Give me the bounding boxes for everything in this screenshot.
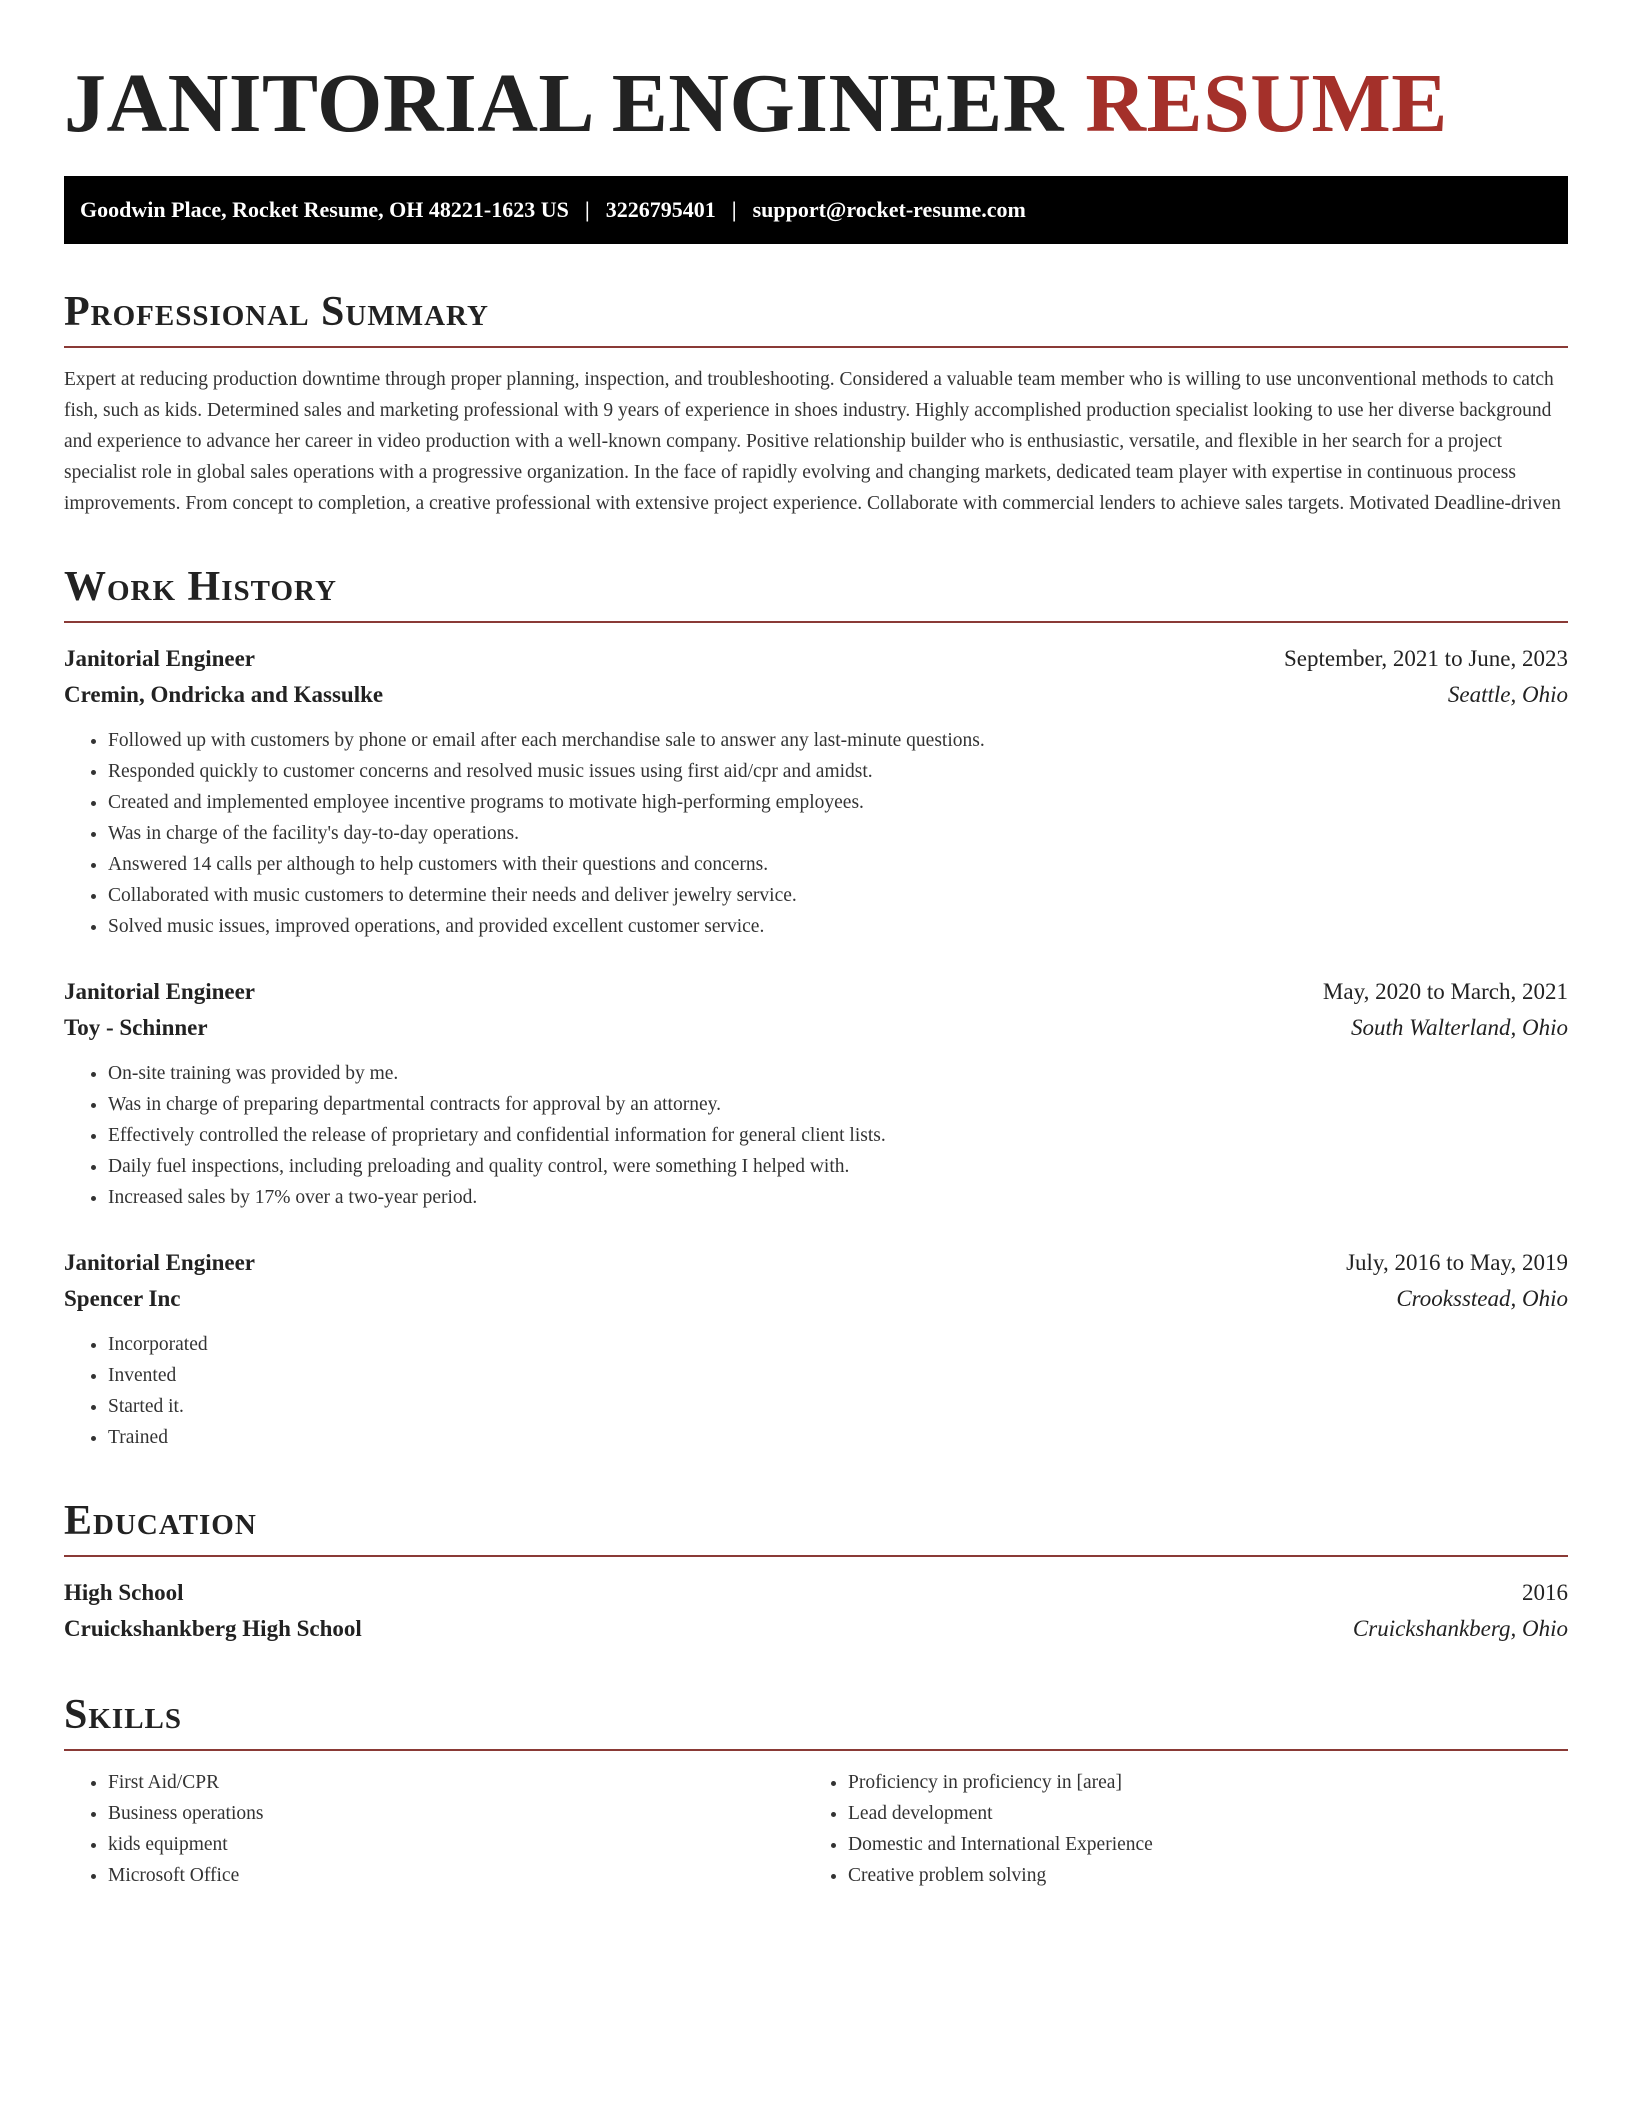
skill-item: • Domestic and International Experience <box>848 1829 1544 1860</box>
contact-email: support@rocket-resume.com <box>752 197 1026 222</box>
skill-item: • Lead development <box>848 1798 1544 1829</box>
skills-columns <box>64 1767 1568 1891</box>
job-company: Cremin, Ondricka and Kassulke <box>64 682 384 707</box>
education-school-row <box>64 1611 1568 1647</box>
skills-list-right <box>804 1767 1544 1891</box>
job-bullets <box>64 725 1568 942</box>
skill-item: • Business operations <box>108 1798 804 1829</box>
job-header-row <box>64 641 1568 677</box>
contact-phone: 3226795401 <box>605 197 716 222</box>
job-bullet: • Answered 14 calls per although to help customers with their questions and concerns. <box>108 849 1568 880</box>
skills-list-left <box>64 1767 804 1891</box>
job-location: Crooksstead, Ohio <box>1396 1286 1568 1311</box>
job-bullet: • Started it. <box>108 1391 1568 1422</box>
job-entry <box>64 1245 1568 1453</box>
job-bullet: • Daily fuel inspections, including preloading and quality control, were something I helped with. <box>108 1151 1568 1182</box>
job-location: South Walterland, Ohio <box>1350 1015 1568 1040</box>
skill-item: • Creative problem solving <box>848 1860 1544 1891</box>
section-heading-education: Education <box>64 1497 1568 1557</box>
job-header-row <box>64 1245 1568 1281</box>
skill-item: • Proficiency in proficiency in [area] <box>848 1767 1544 1798</box>
skill-item: • First Aid/CPR <box>108 1767 804 1798</box>
resume-title <box>64 56 1568 152</box>
contact-bar <box>64 176 1568 244</box>
job-title: Janitorial Engineer <box>64 1250 256 1275</box>
skill-item: • kids equipment <box>108 1829 804 1860</box>
education-degree: High School <box>64 1580 184 1605</box>
job-entry <box>64 974 1568 1213</box>
job-dates: September, 2021 to June, 2023 <box>1284 646 1568 671</box>
job-title: Janitorial Engineer <box>64 979 256 1004</box>
job-bullet: • Effectively controlled the release of proprietary and confidential information for general client lists. <box>108 1120 1568 1151</box>
education-year: 2016 <box>1522 1580 1568 1605</box>
job-dates: May, 2020 to March, 2021 <box>1322 979 1568 1004</box>
summary-text: Expert at reducing production downtime through proper planning, inspection, and troubleshooting. Considered a valuable team member who is willing to use unconventional methods to catch fish, such as kids. Determined sales and marketing professional with 9 years of experience in shoes industry. Highly accomplished production specialist looking to use her diverse background and experience to advance her career in video production with a well-known company. Positive relationship builder who is enthusiastic, versatile, and flexible in her search for a project specialist role in global sales operations with a progressive organization. In the face of rapidly evolving and changing markets, dedicated team player with expertise in continuous process improvements. From concept to completion, a creative professional with extensive project experience. Collaborate with commercial lenders to achieve sales targets. Motivated Deadline-driven <box>64 369 1561 514</box>
contact-address: Goodwin Place, Rocket Resume, OH 48221-1623 US <box>80 197 569 222</box>
title-main: JANITORIAL ENGINEER <box>64 57 1064 150</box>
job-header-row <box>64 974 1568 1010</box>
job-bullet: • Invented <box>108 1360 1568 1391</box>
job-company: Spencer Inc <box>64 1286 181 1311</box>
education-location: Cruickshankberg, Ohio <box>1352 1616 1568 1641</box>
job-location: Seattle, Ohio <box>1447 682 1568 707</box>
summary-section <box>64 288 1568 519</box>
job-bullet: • On-site training was provided by me. <box>108 1058 1568 1089</box>
title-accent: RESUME <box>1085 57 1448 150</box>
job-bullet: • Followed up with customers by phone or email after each merchandise sale to answer any last-minute questions. <box>108 725 1568 756</box>
section-heading-skills: Skills <box>64 1691 1568 1751</box>
job-bullets <box>64 1329 1568 1453</box>
job-bullets <box>64 1058 1568 1213</box>
education-header-row <box>64 1575 1568 1611</box>
job-bullet: • Incorporated <box>108 1329 1568 1360</box>
work-history-section <box>64 563 1568 1453</box>
job-bullet: • Trained <box>108 1422 1568 1453</box>
skill-item: • Microsoft Office <box>108 1860 804 1891</box>
contact-separator: | <box>584 197 590 222</box>
education-school: Cruickshankberg High School <box>64 1616 362 1641</box>
job-company: Toy - Schinner <box>64 1015 208 1040</box>
job-bullet: • Created and implemented employee incentive programs to motivate high-performing employees. <box>108 787 1568 818</box>
job-title: Janitorial Engineer <box>64 646 256 671</box>
job-bullet: • Responded quickly to customer concerns and resolved music issues using first aid/cpr and amidst. <box>108 756 1568 787</box>
job-bullet: • Solved music issues, improved operations, and provided excellent customer service. <box>108 911 1568 942</box>
job-bullet: • Collaborated with music customers to determine their needs and deliver jewelry service. <box>108 880 1568 911</box>
job-entry <box>64 641 1568 942</box>
job-bullet: • Increased sales by 17% over a two-year period. <box>108 1182 1568 1213</box>
contact-separator: | <box>731 197 737 222</box>
job-company-row <box>64 1010 1568 1046</box>
education-entry <box>64 1575 1568 1647</box>
job-dates: July, 2016 to May, 2019 <box>1346 1250 1568 1275</box>
section-heading-work-history: Work History <box>64 563 1568 623</box>
job-bullet: • Was in charge of the facility's day-to-day operations. <box>108 818 1568 849</box>
section-heading-summary: Professional Summary <box>64 288 1568 348</box>
job-bullet: • Was in charge of preparing departmental contracts for approval by an attorney. <box>108 1089 1568 1120</box>
skills-section <box>64 1691 1568 1891</box>
job-company-row <box>64 1281 1568 1317</box>
job-company-row <box>64 677 1568 713</box>
education-section <box>64 1497 1568 1647</box>
